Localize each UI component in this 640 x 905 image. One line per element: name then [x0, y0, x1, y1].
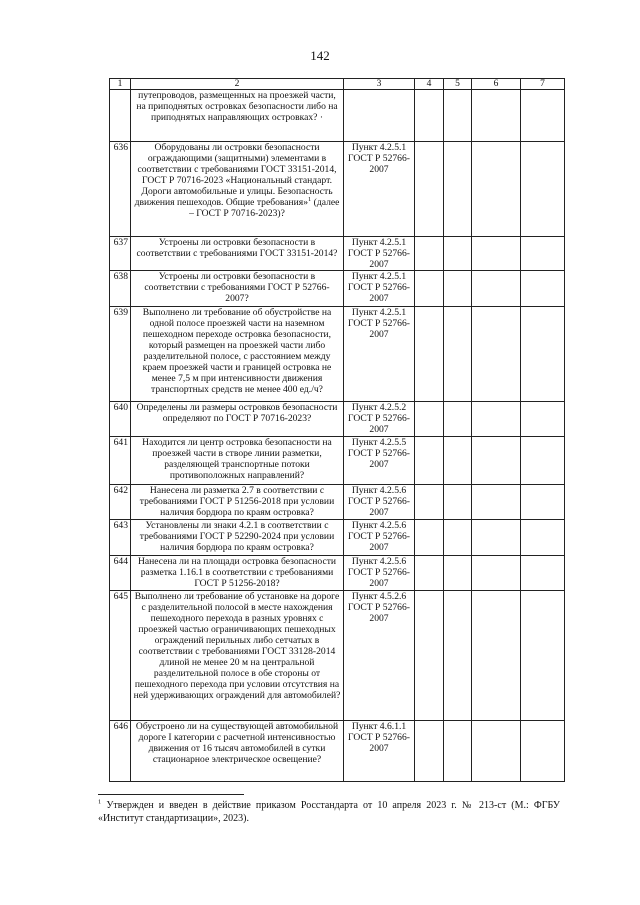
- answer-cell: [444, 307, 472, 402]
- table-row: [110, 307, 565, 402]
- reference-cell: Пункт 4.5.2.6 ГОСТ Р 52766-2007: [344, 591, 415, 721]
- answer-cell: [472, 591, 521, 721]
- row-number: 643: [110, 520, 131, 556]
- answer-cell: [521, 556, 565, 591]
- question-cell: Выполнено ли требование об установке на дороге с разделительной полосой в месте нахождения пешеходного перехода в разных уровнях с проезжей частью ограничивающих пешеходных ограждений перильных либо сетчатых в соответствии с требованиями ГОСТ 33128-2014 длиной не менее 20 м на центральной разделительной полосе в обе стороны от пешеходного перехода при условии отсутствия на ней удерживающих ограждений для автомобилей?: [131, 591, 344, 721]
- header-cell: 1: [110, 79, 131, 90]
- answer-cell: [521, 485, 565, 520]
- answer-cell: [444, 520, 472, 556]
- answer-cell: [472, 520, 521, 556]
- reference-cell: Пункт 4.2.5.2 ГОСТ Р 52766-2007: [344, 402, 415, 437]
- footnote: [98, 799, 560, 825]
- answer-cell: [444, 556, 472, 591]
- answer-cell: [472, 271, 521, 307]
- answer-cell: [472, 142, 521, 237]
- footnote-divider: [98, 794, 244, 795]
- checklist-table: [109, 78, 565, 782]
- answer-cell: [521, 307, 565, 402]
- row-number: 644: [110, 556, 131, 591]
- header-row: [110, 79, 565, 90]
- answer-cell: [415, 437, 444, 485]
- reference-cell: Пункт 4.2.5.5 ГОСТ Р 52766-2007: [344, 437, 415, 485]
- answer-cell: [415, 402, 444, 437]
- row-number: 637: [110, 237, 131, 271]
- table-row: [110, 520, 565, 556]
- answer-cell: [415, 271, 444, 307]
- question-cell: Обустроено ли на существующей автомобильной дороге I категории с расчетной интенсивностью движения от 16 тысяч автомобилей в сутки стационарное электрическое освещение?: [131, 721, 344, 782]
- table-row: [110, 271, 565, 307]
- answer-cell: [472, 437, 521, 485]
- answer-cell: [415, 307, 444, 402]
- footnote-marker: 1: [98, 798, 102, 806]
- row-number: 641: [110, 437, 131, 485]
- answer-cell: [415, 520, 444, 556]
- answer-cell: [415, 591, 444, 721]
- answer-cell: [444, 271, 472, 307]
- answer-cell: [472, 485, 521, 520]
- answer-cell: [415, 485, 444, 520]
- answer-cell: [415, 237, 444, 271]
- answer-cell: [472, 307, 521, 402]
- answer-cell: [415, 142, 444, 237]
- header-cell: 4: [415, 79, 444, 90]
- reference-cell: Пункт 4.2.5.1 ГОСТ Р 52766-2007: [344, 142, 415, 237]
- answer-cell: [521, 437, 565, 485]
- question-cell: Установлены ли знаки 4.2.1 в соответствии с требованиями ГОСТ Р 52290-2024 при условии наличия бордюра по краям островка?: [131, 520, 344, 556]
- header-cell: 5: [444, 79, 472, 90]
- answer-cell: [472, 556, 521, 591]
- answer-cell: [521, 237, 565, 271]
- reference-cell: Пункт 4.2.5.6 ГОСТ Р 52766-2007: [344, 485, 415, 520]
- row-number: 646: [110, 721, 131, 782]
- question-cell: Нанесена ли на площади островка безопасности разметка 1.16.1 в соответствии с требованиями ГОСТ Р 51256-2018?: [131, 556, 344, 591]
- table-row: [110, 721, 565, 782]
- table-row: [110, 485, 565, 520]
- header-cell: 3: [344, 79, 415, 90]
- row-number: [110, 90, 131, 142]
- reference-cell: Пункт 4.2.5.6 ГОСТ Р 52766-2007: [344, 556, 415, 591]
- question-cell: Устроены ли островки безопасности в соответствии с требованиями ГОСТ Р 52766-2007?: [131, 271, 344, 307]
- table-row: [110, 90, 565, 142]
- answer-cell: [415, 556, 444, 591]
- reference-cell: Пункт 4.2.5.6 ГОСТ Р 52766-2007: [344, 520, 415, 556]
- answer-cell: [472, 237, 521, 271]
- answer-cell: [444, 437, 472, 485]
- answer-cell: [472, 402, 521, 437]
- answer-cell: [521, 721, 565, 782]
- answer-cell: [521, 520, 565, 556]
- answer-cell: [472, 90, 521, 142]
- table-row: [110, 402, 565, 437]
- question-cell: Нанесена ли разметка 2.7 в соответствии с требованиями ГОСТ Р 51256-2018 при условии наличия бордюра по краям островка?: [131, 485, 344, 520]
- answer-cell: [444, 485, 472, 520]
- row-number: 642: [110, 485, 131, 520]
- answer-cell: [521, 142, 565, 237]
- table-row: [110, 142, 565, 237]
- answer-cell: [415, 721, 444, 782]
- row-number: 640: [110, 402, 131, 437]
- answer-cell: [472, 721, 521, 782]
- question-cell: Находится ли центр островка безопасности на проезжей части в створе линии разметки, разделяющей транспортные потоки противоположных направлений?: [131, 437, 344, 485]
- question-cell: Выполнено ли требование об обустройстве на одной полосе проезжей части на наземном пешеходном переходе островка безопасности, который размещен на проезжей части либо разделительной полосе, с расстоянием между краем проезжей части и границей островка не менее 7,5 м при интенсивности движения транспортных средств не менее 400 ед./ч?: [131, 307, 344, 402]
- answer-cell: [521, 591, 565, 721]
- reference-cell: Пункт 4.2.5.1 ГОСТ Р 52766-2007: [344, 271, 415, 307]
- table-row: [110, 437, 565, 485]
- question-text-tail: (далее – ГОСТ Р 70716-2023)?: [189, 197, 340, 219]
- answer-cell: [444, 237, 472, 271]
- table-row: [110, 237, 565, 271]
- question-cell: [131, 142, 344, 237]
- page-number: 142: [310, 48, 330, 63]
- header-cell: 7: [521, 79, 565, 90]
- footnote-marker: 1: [308, 195, 312, 203]
- header-cell: 2: [131, 79, 344, 90]
- question-cell: Определены ли размеры островков безопасности определяют по ГОСТ Р 70716-2023?: [131, 402, 344, 437]
- header-cell: 6: [472, 79, 521, 90]
- answer-cell: [415, 90, 444, 142]
- reference-cell: Пункт 4.2.5.1 ГОСТ Р 52766-2007: [344, 307, 415, 402]
- row-number: 645: [110, 591, 131, 721]
- row-number: 639: [110, 307, 131, 402]
- table-row: [110, 591, 565, 721]
- answer-cell: [444, 591, 472, 721]
- question-text: Оборудованы ли островки безопасности ограждающими (защитными) элементами в соответствии с требованиями ГОСТ 33151-2014, ГОСТ Р 70716-2023 «Национальный стандарт. Дороги автомобильные и улицы. Безопасность движения пешеходов. Общие требования»: [134, 142, 337, 208]
- table-row: [110, 556, 565, 591]
- reference-cell: Пункт 4.6.1.1 ГОСТ Р 52766-2007: [344, 721, 415, 782]
- answer-cell: [444, 142, 472, 237]
- answer-cell: [444, 402, 472, 437]
- answer-cell: [521, 90, 565, 142]
- row-number: 636: [110, 142, 131, 237]
- reference-cell: Пункт 4.2.5.1 ГОСТ Р 52766-2007: [344, 237, 415, 271]
- question-cell: путепроводов, размещенных на проезжей части, на приподнятых островках безопасности либо на приподнятых направляющих островках? ·: [131, 90, 344, 142]
- answer-cell: [521, 402, 565, 437]
- answer-cell: [521, 271, 565, 307]
- answer-cell: [444, 90, 472, 142]
- footnote-text: Утвержден и введен в действие приказом Росстандарта от 10 апреля 2023 г. № 213-ст (М.: ФГБУ «Институт стандартизации», 2023).: [98, 800, 561, 824]
- answer-cell: [444, 721, 472, 782]
- reference-cell: [344, 90, 415, 142]
- row-number: 638: [110, 271, 131, 307]
- question-cell: Устроены ли островки безопасности в соответствии с требованиями ГОСТ 33151-2014?: [131, 237, 344, 271]
